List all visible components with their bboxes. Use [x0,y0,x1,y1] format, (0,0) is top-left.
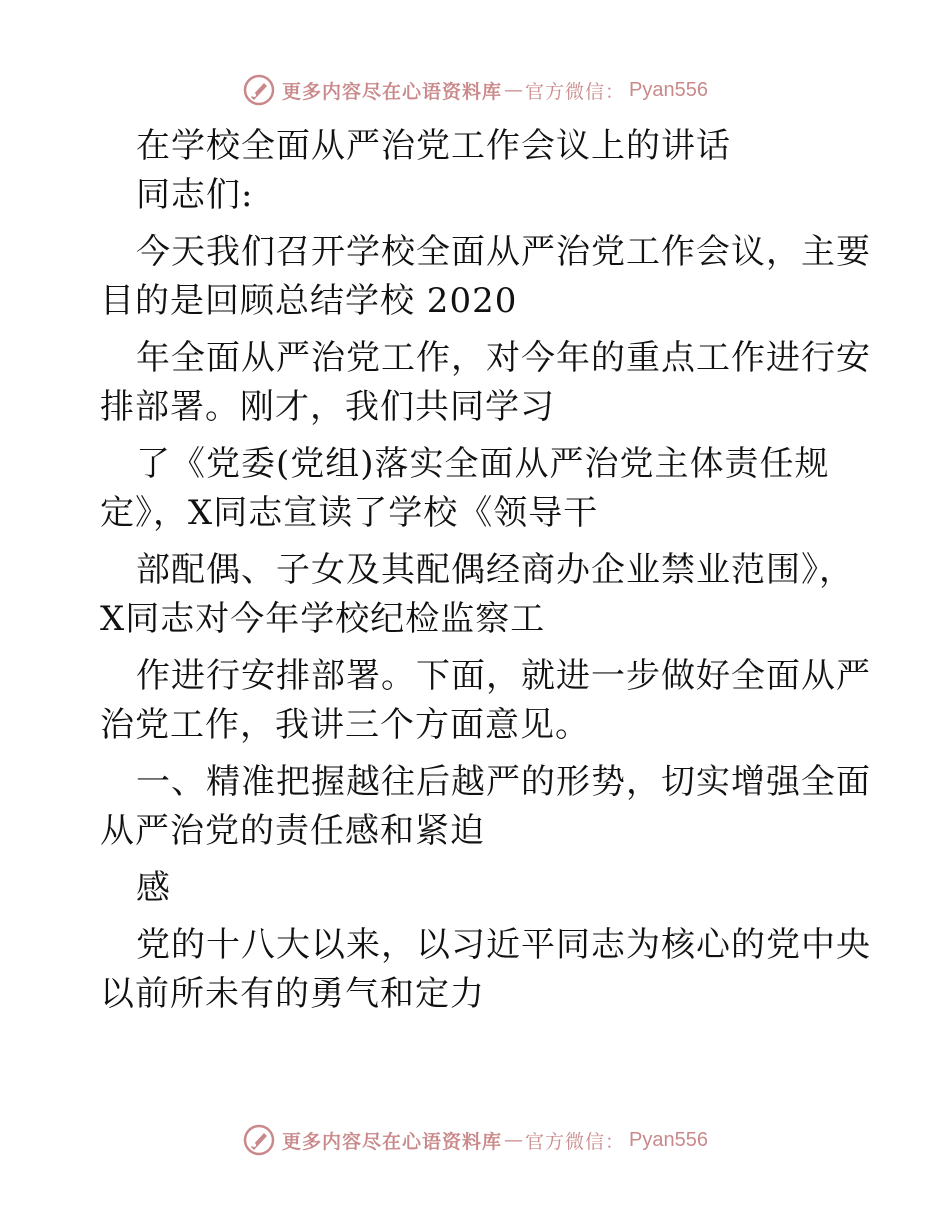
pen-seal-logo-icon [242,73,276,107]
section-heading-line: 从严治党的责任感和紧迫 [100,811,485,851]
paragraph-line: 目的是回顾总结学校 2020 [100,281,518,321]
header-banner [0,68,950,112]
promo-text: 更多内容尽在心语资料库 [282,80,503,103]
pen-seal-logo-icon [242,1123,276,1157]
document-body [100,122,871,1019]
paragraph-line: 年全面从严治党工作，对今年的重点工作进行安 [136,338,871,378]
paragraph-line: 治党工作，我讲三个方面意见。 [100,705,590,745]
paragraph-line: 今天我们召开学校全面从严治党工作会议，主要 [136,232,871,272]
wechat-id: Pyan556 [629,1128,708,1151]
paragraph-line: 排部署。刚才，我们共同学习 [100,387,555,427]
paragraph-line: 作进行安排部署。下面，就进一步做好全面从严 [136,656,871,696]
salutation: 同志们: [136,175,254,215]
wechat-label: 官方微信： [525,80,626,103]
banner-separator: — [504,1129,524,1151]
paragraph-line: X同志对今年学校纪检监察工 [100,599,546,639]
paragraph-line: 部配偶、子女及其配偶经商办企业禁业范围》， [136,550,854,590]
section-heading-line: 一、精准把握越往后越严的形势，切实增强全面 [136,762,871,802]
banner-separator: — [504,79,524,101]
promo-text: 更多内容尽在心语资料库 [282,1130,503,1153]
paragraph-line: 了《党委(党组)落实全面从严治党主体责任规 [136,444,830,484]
footer-banner [0,1118,950,1162]
document-title: 在学校全面从严治党工作会议上的讲话 [136,126,731,166]
wechat-label: 官方微信： [525,1130,626,1153]
paragraph-line: 以前所未有的勇气和定力 [100,974,485,1014]
paragraph-line: 党的十八大以来，以习近平同志为核心的党中央 [136,925,871,965]
paragraph-line: 定》，X同志宣读了学校《领导干 [100,493,599,533]
wechat-id: Pyan556 [629,78,708,101]
section-heading-line: 感 [136,868,171,908]
